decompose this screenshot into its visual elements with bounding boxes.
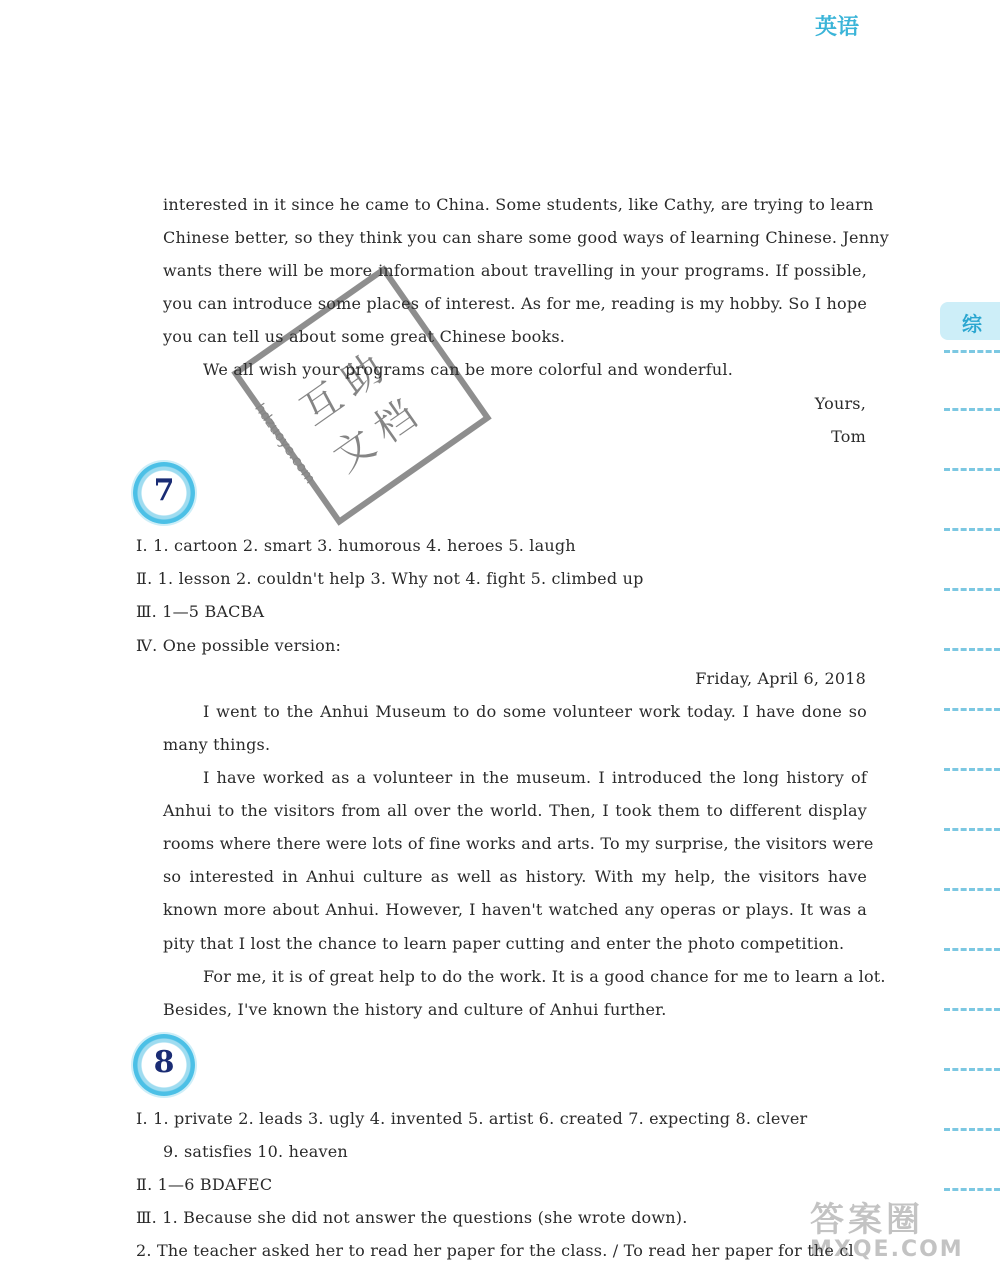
letter-line: Chinese better, so they think you can share some good ways of learning Chinese. Jenny: [163, 228, 889, 247]
section-8-badge: [133, 1034, 195, 1096]
watermark-line: MXQE.COM: [810, 1237, 964, 1262]
side-divider: [944, 528, 1000, 531]
side-divider: [944, 408, 1000, 411]
subject-label: 英语: [815, 15, 860, 40]
essay-line: I have worked as a volunteer in the museum. I introduced the long history of: [203, 768, 867, 787]
answer-line: Ⅰ. 1. private 2. leads 3. ugly 4. invented 5. artist 6. created 7. expecting 8. clever: [136, 1109, 808, 1128]
side-divider: [944, 1068, 1000, 1071]
essay-line: rooms where there were lots of fine works and arts. To my surprise, the visitors were: [163, 834, 874, 853]
essay-line: For me, it is of great help to do the work. It is a good chance for me to learn a lot.: [203, 967, 886, 986]
side-divider: [944, 948, 1000, 951]
essay-line: pity that I lost the chance to learn paper cutting and enter the photo competition.: [163, 934, 845, 953]
side-divider: [944, 888, 1000, 891]
side-divider: [944, 588, 1000, 591]
answer-line: Ⅱ. 1. lesson 2. couldn't help 3. Why not 4. fight 5. climbed up: [136, 569, 644, 588]
side-divider: [944, 1128, 1000, 1131]
essay-date: Friday, April 6, 2018: [695, 669, 866, 688]
letter-line: interested in it since he came to China. Some students, like Cathy, are trying to learn: [163, 195, 874, 214]
letter-line: you can tell us about some great Chinese books.: [163, 327, 566, 346]
side-tab-label: 综: [962, 312, 982, 336]
essay-line: so interested in Anhui culture as well as history. With my help, the visitors have: [163, 867, 867, 886]
answer-line: Ⅳ. One possible version:: [136, 636, 342, 655]
essay-line: Besides, I've known the history and culture of Anhui further.: [163, 1000, 667, 1019]
essay-line: many things.: [163, 735, 271, 754]
side-divider: [944, 350, 1000, 353]
answer-line: Ⅱ. 1—6 BDAFEC: [136, 1175, 273, 1194]
side-tab: [940, 302, 1000, 340]
section-number: 8: [153, 1045, 175, 1080]
essay-line: Anhui to the visitors from all over the world. Then, I took them to different display: [163, 801, 867, 820]
letter-line: you can introduce some places of interest. As for me, reading is my hobby. So I hope: [163, 294, 867, 313]
watermark: [810, 1192, 964, 1262]
side-divider: [944, 1188, 1000, 1191]
side-divider: [944, 468, 1000, 471]
letter-closing: Yours,: [814, 394, 866, 413]
side-divider: [944, 648, 1000, 651]
watermark-line: 答案圈: [810, 1200, 924, 1240]
essay-line: I went to the Anhui Museum to do some volunteer work today. I have done so: [203, 702, 867, 721]
answer-line: Ⅲ. 1—5 BACBA: [136, 602, 265, 621]
side-divider: [944, 768, 1000, 771]
answer-line: Ⅲ. 1. Because she did not answer the questions (she wrote down).: [136, 1208, 688, 1227]
letter-line: We all wish your programs can be more colorful and wonderful.: [203, 360, 734, 379]
answer-line: Ⅰ. 1. cartoon 2. smart 3. humorous 4. heroes 5. laugh: [136, 536, 576, 555]
side-divider: [944, 708, 1000, 711]
letter-signature: Tom: [831, 427, 866, 446]
side-divider: [944, 1008, 1000, 1011]
letter-line: wants there will be more information about travelling in your programs. If possible,: [163, 261, 867, 280]
answer-line: 2. The teacher asked her to read her paper for the class. / To read her paper for the cl: [136, 1241, 854, 1260]
essay-line: known more about Anhui. However, I haven't watched any operas or plays. It was a: [163, 900, 867, 919]
section-number: 7: [153, 473, 175, 508]
stamp-text: 互助文档: [292, 339, 434, 482]
side-divider: [944, 828, 1000, 831]
answer-line: 9. satisfies 10. heaven: [163, 1142, 348, 1161]
stamp-url: hdzuoye.com: [251, 400, 319, 487]
section-7-badge: [133, 462, 195, 524]
